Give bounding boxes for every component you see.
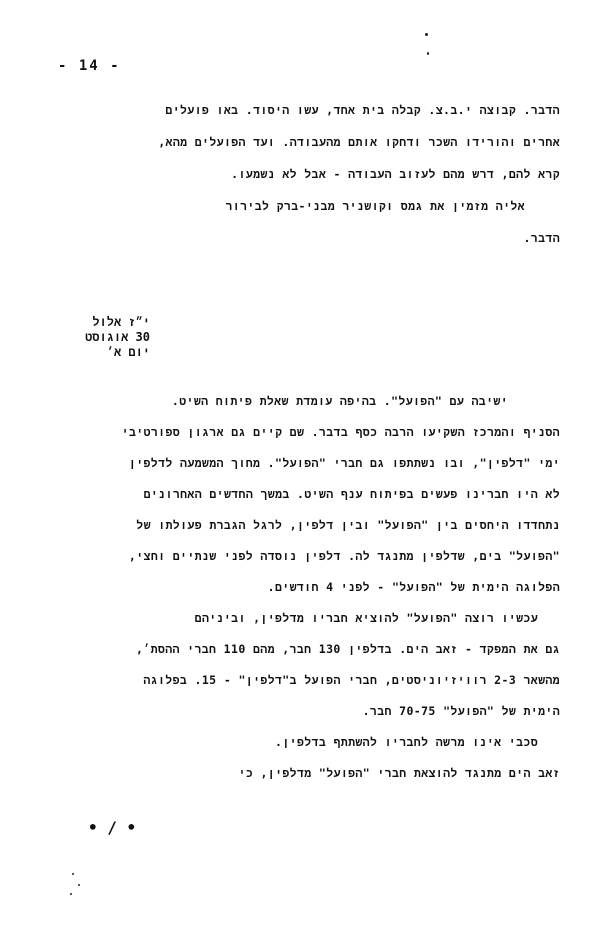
text-line: ישיבה עם "הפועל". בהיפה עומדת שאלת פיתוח השיט. (171, 394, 508, 408)
text-line: נתחדדו היחסים בין "הפועל" ובין דלפין, לרגל הגברת פעולתו של (136, 518, 560, 532)
scan-speck (78, 884, 80, 886)
weekday: יום א׳ (106, 345, 150, 359)
text-line: ימי "דלפין", ובו נשתתפו גם חברי "הפועל". מחוך המשמעה לדלפין (128, 456, 560, 470)
date-hebrew: י״ז אלול (92, 315, 150, 329)
scan-speck (427, 52, 429, 55)
text-line: קרא להם, דרש מהם לעזוב העבודה - אבל לא נשמעו. (231, 167, 560, 181)
text-line: גם את המפקד - זאב הים. בדלפין 130 חבר, מהם 110 חברי ההסת׳, (135, 642, 560, 656)
text-line: "הפועל" בים, שדלפין מתנגד לה. דלפין נוסדה לפני שנתיים וחצי, (128, 549, 560, 563)
footer-mark: • / • (88, 818, 137, 837)
text-line: הימית של "הפועל" 70-75 חבר. (362, 704, 560, 718)
text-line: אליה מזמין את גמס וקושניר מבני-ברק לבירור (225, 199, 525, 213)
text-line: הדבר. (523, 231, 560, 245)
text-line: הדבר. קבוצה י.ב.צ. קבלה בית אחד, עשו היסוד. באו פועלים (165, 103, 560, 117)
page-number: - 14 - (58, 58, 121, 74)
text-line: אחרים והורידו השכר ודחקו אותם מהעבודה. ועד הפועלים מהא, (158, 135, 560, 149)
scan-speck (425, 33, 428, 36)
scan-speck (70, 893, 72, 895)
text-line: זאב הים מתנגד להוצאת חברי "הפועל" מדלפין, כי (238, 766, 560, 780)
text-line: הפלוגה הימית של "הפועל" - לפני 4 חודשים. (267, 580, 560, 594)
date-block (40, 315, 150, 360)
text-line: לא היו חברינו פעשים בפיתוח ענף השיט. במשך החדשים האחרונים (143, 487, 560, 501)
text-line: עכשיו רוצה "הפועל" להוציא חבריו מדלפין, וביניהם (194, 611, 538, 625)
date-gregorian: 30 אוגוסט (85, 330, 150, 344)
scan-speck (72, 873, 74, 875)
text-line: סכבי אינו מרשה לחבריו להשתתף בדלפין. (275, 735, 538, 749)
text-line: הסניף והמרכז השקיעו הרבה כסף בדבר. שם קיים גם ארגון ספורטיבי (121, 425, 560, 439)
text-line: מהשאר 2-3 רוויזיוניסטים, חברי הפועל ב"דלפין" - 15. בפלוגה (143, 673, 560, 687)
